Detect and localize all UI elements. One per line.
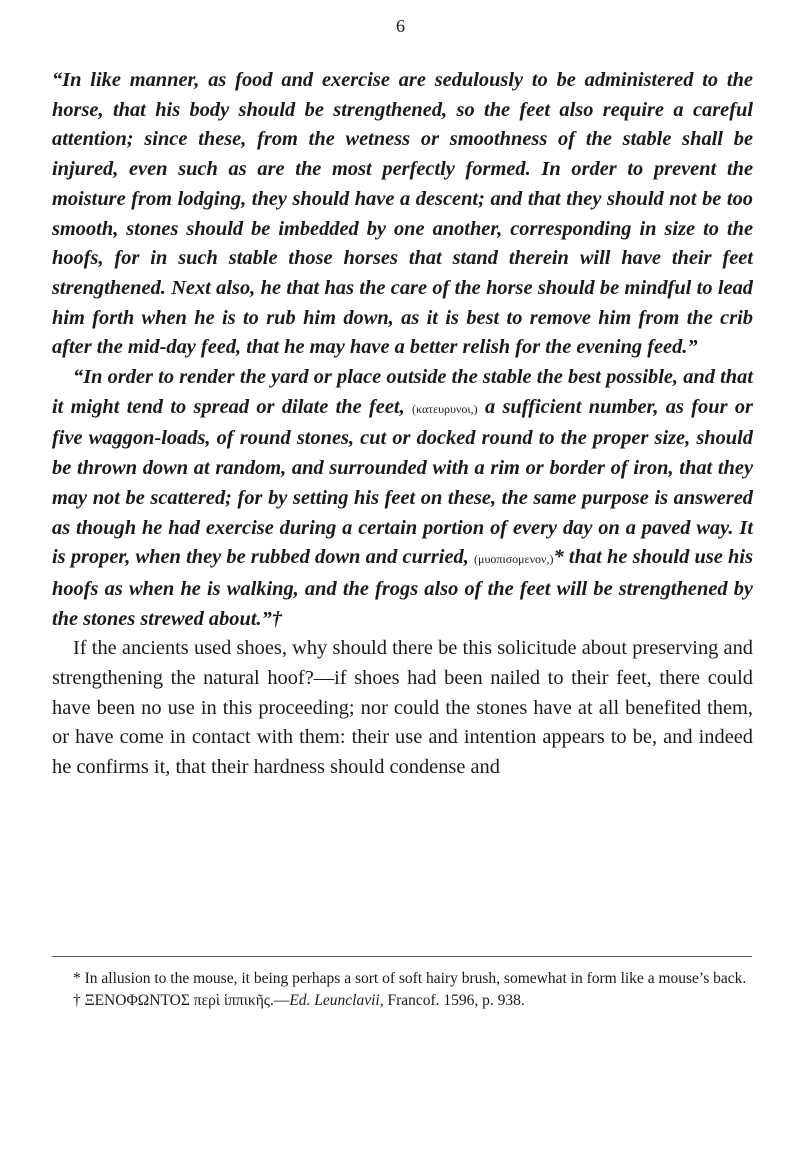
quote-paragraph-2 xyxy=(52,363,753,634)
body-paragraph: If the ancients used shoes, why should there be this solicitude about preserving and strengthening the natural hoof?—if shoes had been nailed to their feet, there could have been no use in this proceeding; nor could the stones have at all benefited them, or have come in contact with them: their use and intention appears to be, and indeed he confirms it, that their hardness should condense and xyxy=(52,637,753,779)
footnote-editor: Ed. Leunclavii, xyxy=(289,992,384,1009)
open-quote: “ xyxy=(73,366,84,389)
footnote-mark: * xyxy=(73,970,81,987)
footnote-author: ΞΕΝΟΦΩΝΤΟΣ xyxy=(80,992,194,1009)
footnotes xyxy=(52,968,752,1012)
footnote-ref-star: * xyxy=(553,546,564,569)
footnote-publication: Francof. 1596, p. 938. xyxy=(383,992,525,1009)
quote-text-part-a: In order to render the yard or place outside the stable the best possible, and that it might tend to spread or dilate the feet, xyxy=(52,366,753,418)
greek-term: (κατευρυνοι,) xyxy=(412,401,478,416)
footnote-mark: † xyxy=(73,992,81,1009)
quote-text-part-c: that he should use his hoofs as when he is walking, and the frogs also of the feet will be strengthened by the stones strewed about. xyxy=(52,546,754,630)
greek-term: (μυοπισομενον,) xyxy=(474,552,554,567)
footnote-1 xyxy=(52,968,752,990)
close-quote: ” xyxy=(687,336,698,359)
page-number: 6 xyxy=(396,16,405,36)
footnote-ref-dagger: † xyxy=(271,607,282,630)
quote-paragraph-1 xyxy=(52,66,753,363)
footnote-divider xyxy=(52,956,752,957)
quote-text: In like manner, as food and exercise are sedulously to be administered to the horse, that his body should be strengthened, so the feet also require a careful attention; since these, from the wetness or smoothness of the stable shall be injured, even such as are the most perfectly formed. In order to prevent the moisture from lodging, they should have a descent; and that they should not be too smooth, stones should be imbedded by one another, corresponding in size to the hoofs, for in such stable those horses that stand therein will have their feet strengthened. Next also, he that has the care of the horse should be mindful to lead him forth when he is to rub him down, as it is best to remove him from the crib after the mid-day feed, that he may have a better relish for the evening feed. xyxy=(52,69,753,359)
footnote-greek-title: περὶ ἱππικῆς xyxy=(193,992,270,1009)
close-quote: ” xyxy=(261,607,272,630)
body-text xyxy=(52,66,753,783)
footnote-2 xyxy=(52,990,752,1012)
open-quote: “ xyxy=(52,69,63,91)
quote-text-part-b: a sufficient number, as four or five waggon-loads, of round stones, cut or docked round to the proper size, should be thrown down at random, and surrounded with a rim or border of iron, that they may not be scattered; for by setting his feet on these, the same purpose is answered as though he had exercise during a certain portion of every day on a paved way. It is proper, when they be rubbed down and curried, xyxy=(52,395,753,569)
footnote-text: In allusion to the mouse, it being perhaps a sort of soft hairy brush, somewhat in form like a mouse’s back. xyxy=(80,970,747,987)
footnote-dash: .— xyxy=(269,992,290,1009)
